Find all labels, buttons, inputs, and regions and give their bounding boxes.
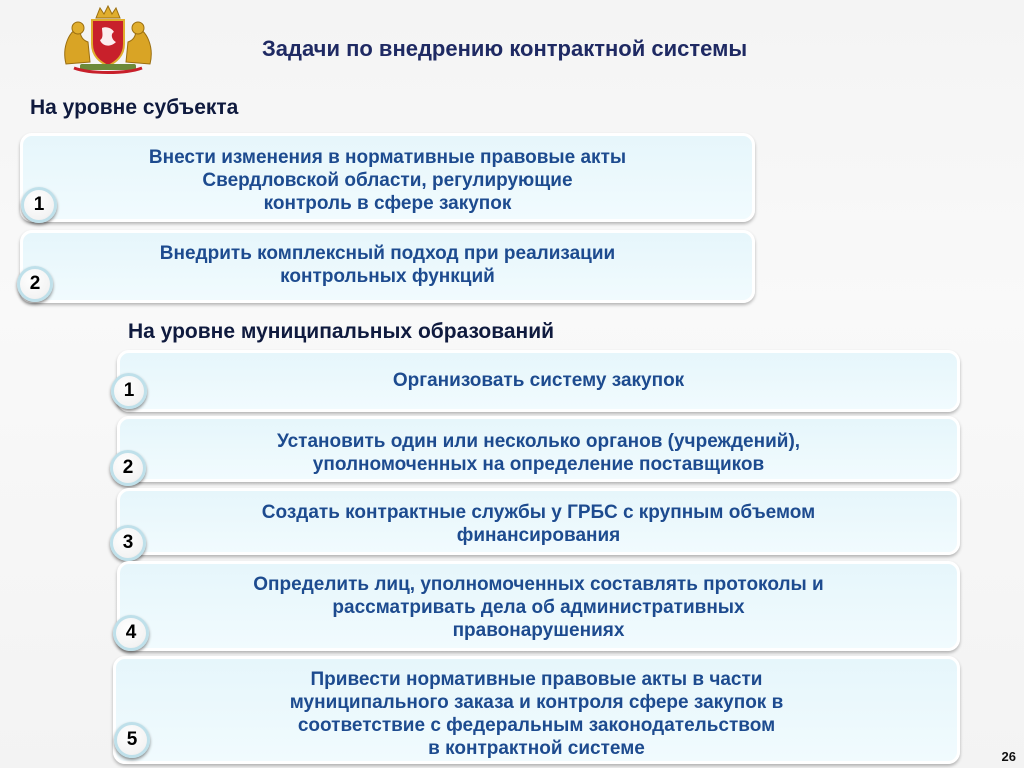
municipal-task-5-box [113, 656, 960, 764]
municipal-task-3-box [117, 488, 960, 555]
municipal-task-4-number: 4 [113, 615, 149, 651]
municipal-task-1-text: Организовать систему закупок [392, 370, 685, 391]
slide-title: Задачи по внедрению контрактной системы [262, 36, 748, 61]
municipal-task-1-box [117, 350, 960, 412]
subject-task-1-box [20, 133, 755, 222]
coat-of-arms-icon [60, 4, 156, 74]
municipal-task-3-number: 3 [110, 525, 146, 561]
municipal-task-2-box [117, 416, 960, 482]
municipal-task-3-text: Создать контрактные службы у ГРБС с крупным объемом финансирования [261, 502, 816, 546]
page-number: 26 [1001, 749, 1016, 764]
subject-task-2-number: 2 [17, 266, 53, 302]
municipal-task-4-text: Определить лиц, уполномоченных составлять протоколы и рассматривать дела об административных правонарушениях [253, 574, 824, 641]
municipal-task-5-text: Привести нормативные правовые акты в части муниципального заказа и контроля сфере закупок в соответствие с федеральным законодательством в контрактной системе [289, 669, 784, 759]
subject-task-1-text: Внести изменения в нормативные правовые акты Свердловской области, регулирующие контроль в сфере закупок [148, 147, 627, 214]
municipal-task-4-box [117, 561, 960, 651]
subject-level-heading: На уровне субъекта [30, 96, 239, 119]
municipal-level-heading: На уровне муниципальных образований [128, 320, 555, 343]
municipal-task-2-text: Установить один или несколько органов (учреждений), уполномоченных на определение поставщиков [276, 431, 801, 475]
municipal-task-1-number: 1 [111, 373, 147, 409]
subject-task-2-box [20, 230, 755, 303]
municipal-task-5-number: 5 [114, 722, 150, 758]
subject-task-1-number: 1 [21, 187, 57, 223]
municipal-task-2-number: 2 [110, 450, 146, 486]
subject-task-2-text: Внедрить комплексный подход при реализации контрольных функций [159, 243, 616, 287]
